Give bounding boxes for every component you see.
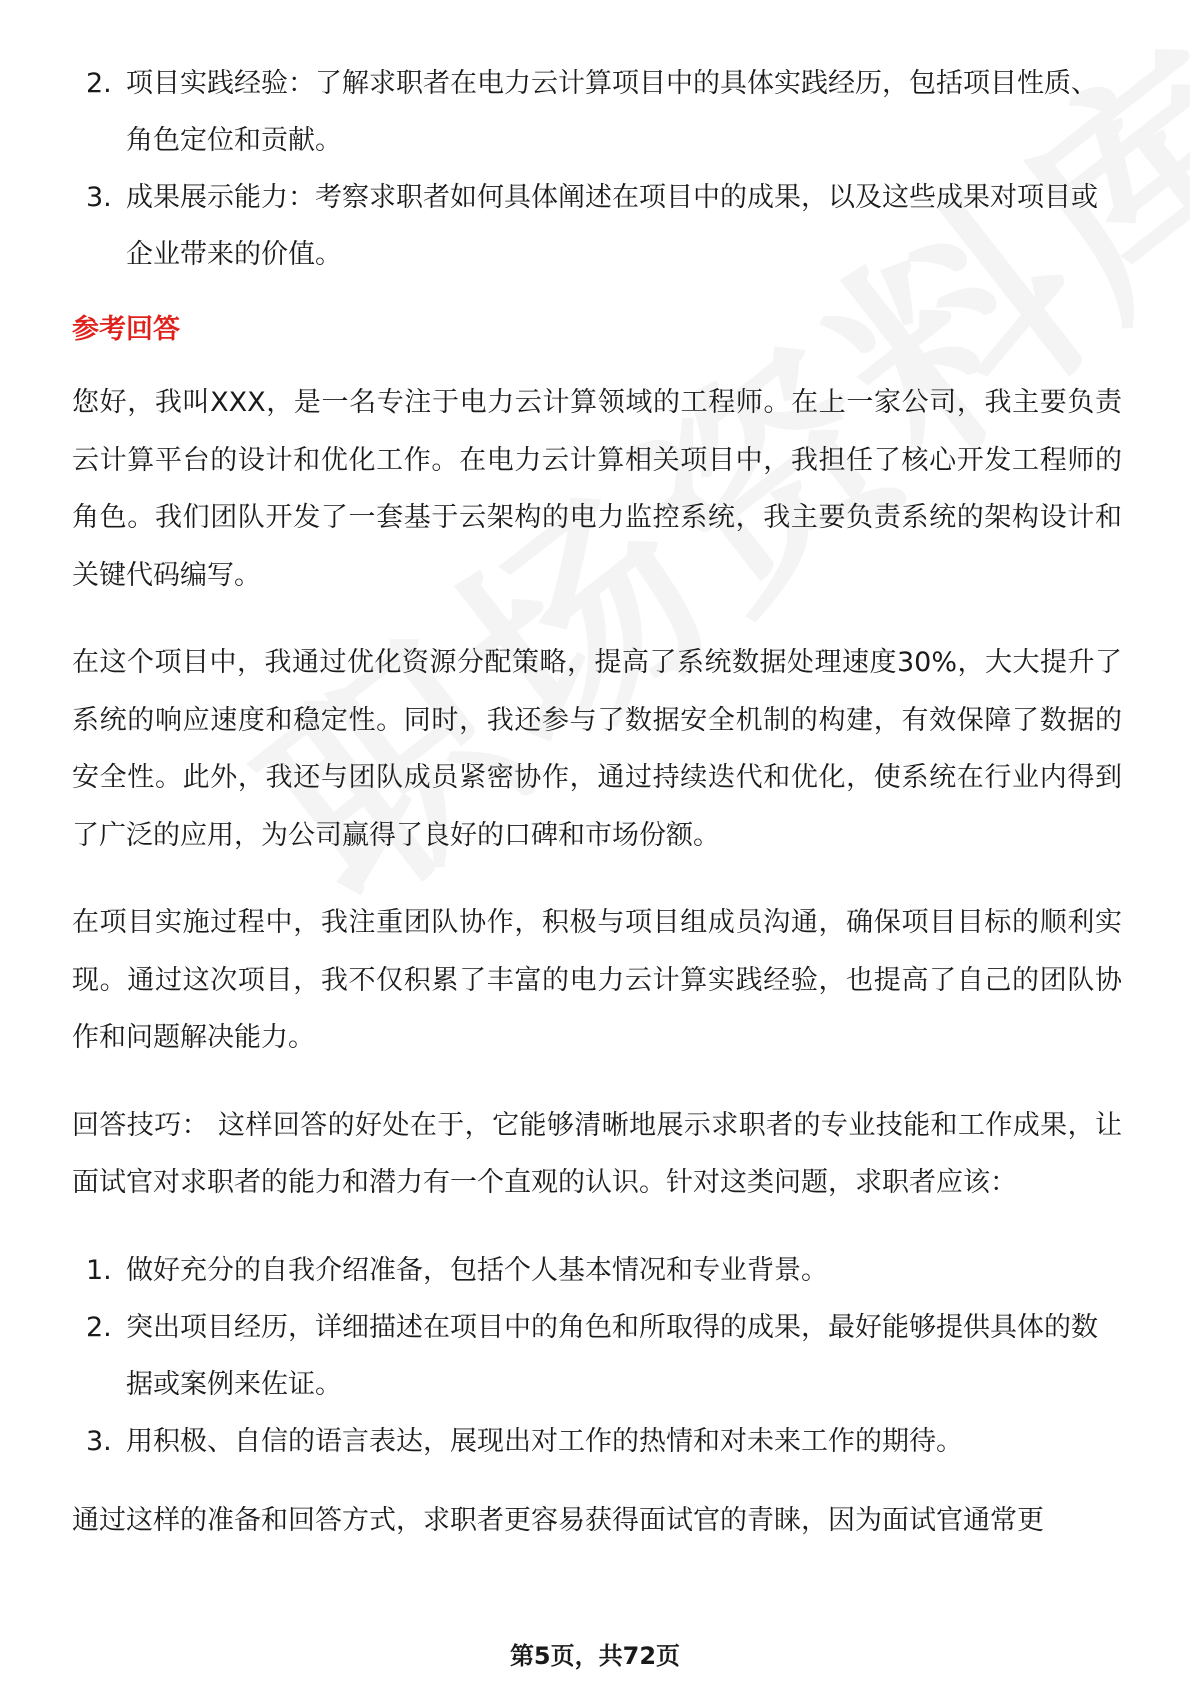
section-heading: 参考回答 (72, 314, 180, 345)
list-item (72, 169, 1122, 283)
list-item-number: 2. (86, 1311, 112, 1343)
answer-paragraph: 您好，我叫XXX，是一名专注于电力云计算领域的工程师。在上一家公司，我主要负责云计算平台的设计和优化工作。在电力云计算相关项目中，我担任了核心开发工程师的角色。我们团队开发了一套基于云架构的电力监控系统，我主要负责系统的架构设计和关键代码编写。 (72, 387, 1122, 591)
list-item (72, 1242, 1122, 1299)
closing-paragraph: 通过这样的准备和回答方式，求职者更容易获得面试官的青睐，因为面试官通常更 (72, 1504, 1044, 1536)
tips-intro-paragraph: 回答技巧： 这样回答的好处在于，它能够清晰地展示求职者的专业技能和工作成果，让面试官对求职者的能力和潜力有一个直观的认识。针对这类问题，求职者应该： (72, 1109, 1122, 1198)
page-content (72, 55, 1122, 1579)
list-item-number: 3. (86, 1425, 112, 1457)
list-item (72, 55, 1122, 169)
list-item-text: 项目实践经验：了解求职者在电力云计算项目中的具体实践经历，包括项目性质、角色定位和贡献。 (126, 68, 1098, 156)
list-item-text: 用积极、自信的语言表达，展现出对工作的热情和对未来工作的期待。 (126, 1425, 963, 1457)
list-item-text: 突出项目经历，详细描述在项目中的角色和所取得的成果，最好能够提供具体的数据或案例来佐证。 (126, 1311, 1098, 1400)
top-numbered-list (72, 55, 1122, 283)
list-item (72, 1413, 1122, 1470)
list-item-number: 2. (86, 68, 112, 99)
answer-paragraph: 在项目实施过程中，我注重团队协作，积极与项目组成员沟通，确保项目目标的顺利实现。通过这次项目，我不仅积累了丰富的电力云计算实践经验，也提高了自己的团队协作和问题解决能力。 (72, 907, 1122, 1053)
tips-numbered-list (72, 1242, 1122, 1470)
list-item-text: 成果展示能力：考察求职者如何具体阐述在项目中的成果，以及这些成果对项目或企业带来的价值。 (126, 182, 1098, 270)
list-item (72, 1299, 1122, 1413)
list-item-text: 做好充分的自我介绍准备，包括个人基本情况和专业背景。 (126, 1254, 828, 1286)
list-item-number: 1. (86, 1254, 112, 1286)
page-footer: 第5页，共72页 (509, 1642, 681, 1670)
answer-paragraph: 在这个项目中，我通过优化资源分配策略，提高了系统数据处理速度30%，大大提升了系统的响应速度和稳定性。同时，我还参与了数据安全机制的构建，有效保障了数据的安全性。此外，我还与团队成员紧密协作，通过持续迭代和优化，使系统在行业内得到了广泛的应用，为公司赢得了良好的口碑和市场份额。 (72, 647, 1122, 851)
list-item-number: 3. (86, 182, 112, 213)
